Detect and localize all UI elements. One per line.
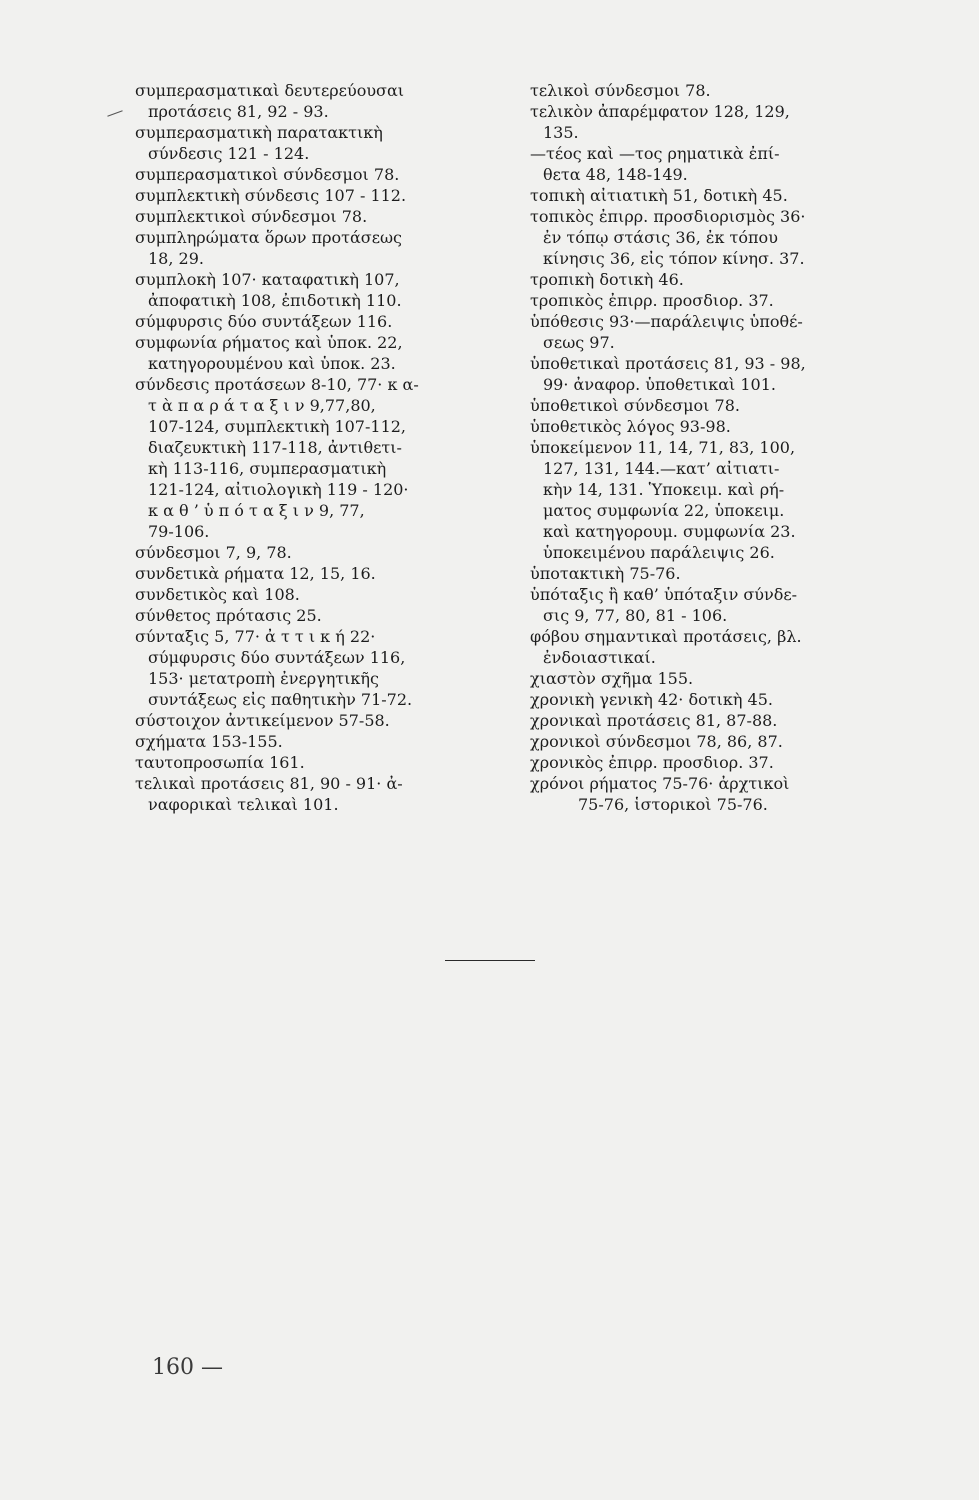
index-entry-line: 153· μετατροπὴ ἐνεργητικῆς (148, 669, 379, 688)
index-entry-line: ἐνδοιαστικαί. (543, 648, 656, 667)
index-entry-line: χρόνοι ρήματος 75-76· ἀρχτικοὶ (530, 774, 790, 793)
index-entry-line: τελικαὶ προτάσεις 81, 90 - 91· ἀ- (135, 774, 403, 793)
index-entry-line: τοπικὸς ἐπιρρ. προσδιορισμὸς 36· (530, 207, 806, 226)
index-entry-line: ἐν τόπῳ στάσις 36, ἐκ τόπου (543, 228, 778, 247)
index-entry-line: κὴ 113-116, συμπερασματικὴ (148, 459, 387, 478)
index-entry-line: χιαστὸν σχῆμα 155. (530, 669, 694, 688)
index-entry-line: ὑποκειμένου παράλειψις 26. (543, 543, 775, 562)
index-column-left (135, 80, 480, 815)
index-entry-line: ματος συμφωνία 22, ὑποκειμ. (543, 501, 785, 520)
index-entry-line: χρονικὴ γενικὴ 42· δοτικὴ 45. (530, 690, 773, 709)
index-entry-line: τ ὰ π α ρ ά τ α ξ ι ν 9,77,80, (148, 396, 376, 415)
index-entry-line: σύστοιχον ἀντικείμενον 57-58. (135, 711, 390, 730)
index-entry-line: προτάσεις 81, 92 - 93. (148, 102, 329, 121)
index-entry-line: κ α θ ’ ὑ π ό τ α ξ ι ν 9, 77, (148, 501, 365, 520)
index-entry-line: σύνταξις 5, 77· ἀ τ τ ι κ ή 22· (135, 627, 376, 646)
index-entry-line: 75-76, ἱστορικοὶ 75-76. (578, 795, 768, 814)
index-entry-line: ἀποφατικὴ 108, ἐπιδοτικὴ 110. (148, 291, 402, 310)
index-entry-line: ὑποθετικαὶ προτάσεις 81, 93 - 98, (530, 354, 806, 373)
index-entry-line: συμπερασματικὴ παρατακτικὴ (135, 123, 383, 142)
index-entry-line: σύνδεσις προτάσεων 8-10, 77· κ α- (135, 375, 419, 394)
index-entry-line: συνδετικὰ ρήματα 12, 15, 16. (135, 564, 376, 583)
index-entry-line: 79-106. (148, 522, 210, 541)
index-entry-line: ὑποθετικοὶ σύνδεσμοι 78. (530, 396, 740, 415)
index-entry-line: 107-124, συμπλεκτικὴ 107-112, (148, 417, 407, 436)
index-entry-line: κατηγορουμένου καὶ ὑποκ. 23. (148, 354, 396, 373)
index-entry-line: τελικὸν ἀπαρέμφατον 128, 129, (530, 102, 790, 121)
index-entry-line: 99· ἀναφορ. ὑποθετικαὶ 101. (543, 375, 776, 394)
index-entry-line: σχήματα 153-155. (135, 732, 283, 751)
index-entry-line: φόβου σημαντικαὶ προτάσεις, βλ. (530, 627, 802, 646)
index-entry-line: ὑποτακτικὴ 75-76. (530, 564, 681, 583)
index-entry-line: σεως 97. (543, 333, 615, 352)
index-entry-line: συμπερασματικαὶ δευτερεύουσαι (135, 81, 405, 100)
index-entry-line: ὑποκείμενον 11, 14, 71, 83, 100, (530, 438, 796, 457)
index-entry-line: συμπλοκὴ 107· καταφατικὴ 107, (135, 270, 400, 289)
index-entry-line: ναφορικαὶ τελικαὶ 101. (148, 795, 339, 814)
index-entry-line: σύνδεσις 121 - 124. (148, 144, 310, 163)
index-entry-line: 135. (543, 123, 579, 142)
index-entry-line: καὶ κατηγορουμ. συμφωνία 23. (543, 522, 796, 541)
index-entry-line: σύνδεσμοι 7, 9, 78. (135, 543, 292, 562)
index-entry-line: σύμφυρσις δύο συντάξεων 116, (148, 648, 406, 667)
section-divider (445, 960, 535, 961)
index-entry-line: τροπικὴ δοτικὴ 46. (530, 270, 684, 289)
index-entry-line: σύμφυρσις δύο συντάξεων 116. (135, 312, 393, 331)
index-entry-line: 121-124, αἰτιολογικὴ 119 - 120· (148, 480, 409, 499)
index-entry-line: 127, 131, 144.—κατ’ αἰτιατι- (543, 459, 780, 478)
index-entry-line: τροπικὸς ἐπιρρ. προσδιορ. 37. (530, 291, 774, 310)
index-entry-line: χρονικαὶ προτάσεις 81, 87-88. (530, 711, 778, 730)
index-entry-line: συμπερασματικοὶ σύνδεσμοι 78. (135, 165, 400, 184)
index-entry-line: σις 9, 77, 80, 81 - 106. (543, 606, 728, 625)
index-entry-line: θετα 48, 148-149. (543, 165, 688, 184)
index-entry-line: ὑποθετικὸς λόγος 93-98. (530, 417, 731, 436)
page-number: 160 — (152, 1355, 223, 1380)
index-entry-line: τελικοὶ σύνδεσμοι 78. (530, 81, 711, 100)
index-entry-line: συμπλεκτικὴ σύνδεσις 107 - 112. (135, 186, 407, 205)
index-entry-line: συμπληρώματα ὅρων προτάσεως (135, 228, 403, 247)
index-entry-line: συντάξεως εἰς παθητικὴν 71-72. (148, 690, 413, 709)
index-entry-line: σύνθετος πρότασις 25. (135, 606, 322, 625)
index-entry-line: ὑπόθεσις 93·—παράλειψις ὑποθέ- (530, 312, 803, 331)
index-entry-line: ὑπόταξις ἢ καθ’ ὑπόταξιν σύνδε- (530, 585, 798, 604)
index-entry-line: διαζευκτικὴ 117-118, ἀντιθετι- (148, 438, 402, 457)
index-entry-line: συνδετικὸς καὶ 108. (135, 585, 300, 604)
index-entry-line: 18, 29. (148, 249, 204, 268)
index-entry-line: τοπικὴ αἰτιατικὴ 51, δοτικὴ 45. (530, 186, 788, 205)
index-entry-line: χρονικὸς ἐπιρρ. προσδιορ. 37. (530, 753, 774, 772)
index-column-right (530, 80, 875, 815)
index-entry-line: χρονικοὶ σύνδεσμοι 78, 86, 87. (530, 732, 783, 751)
index-entry-line: ταυτοπροσωπία 161. (135, 753, 305, 772)
index-entry-line: —τέος καὶ —τος ρηματικὰ ἐπί- (530, 144, 780, 163)
index-entry-line: συμφωνία ρήματος καὶ ὑποκ. 22, (135, 333, 403, 352)
index-entry-line: συμπλεκτικοὶ σύνδεσμοι 78. (135, 207, 368, 226)
index-entry-line: κὴν 14, 131. Ὑποκειμ. καὶ ρή- (543, 480, 785, 499)
margin-mark (107, 110, 122, 116)
index-entry-line: κίνησις 36, εἰς τόπον κίνησ. 37. (543, 249, 805, 268)
